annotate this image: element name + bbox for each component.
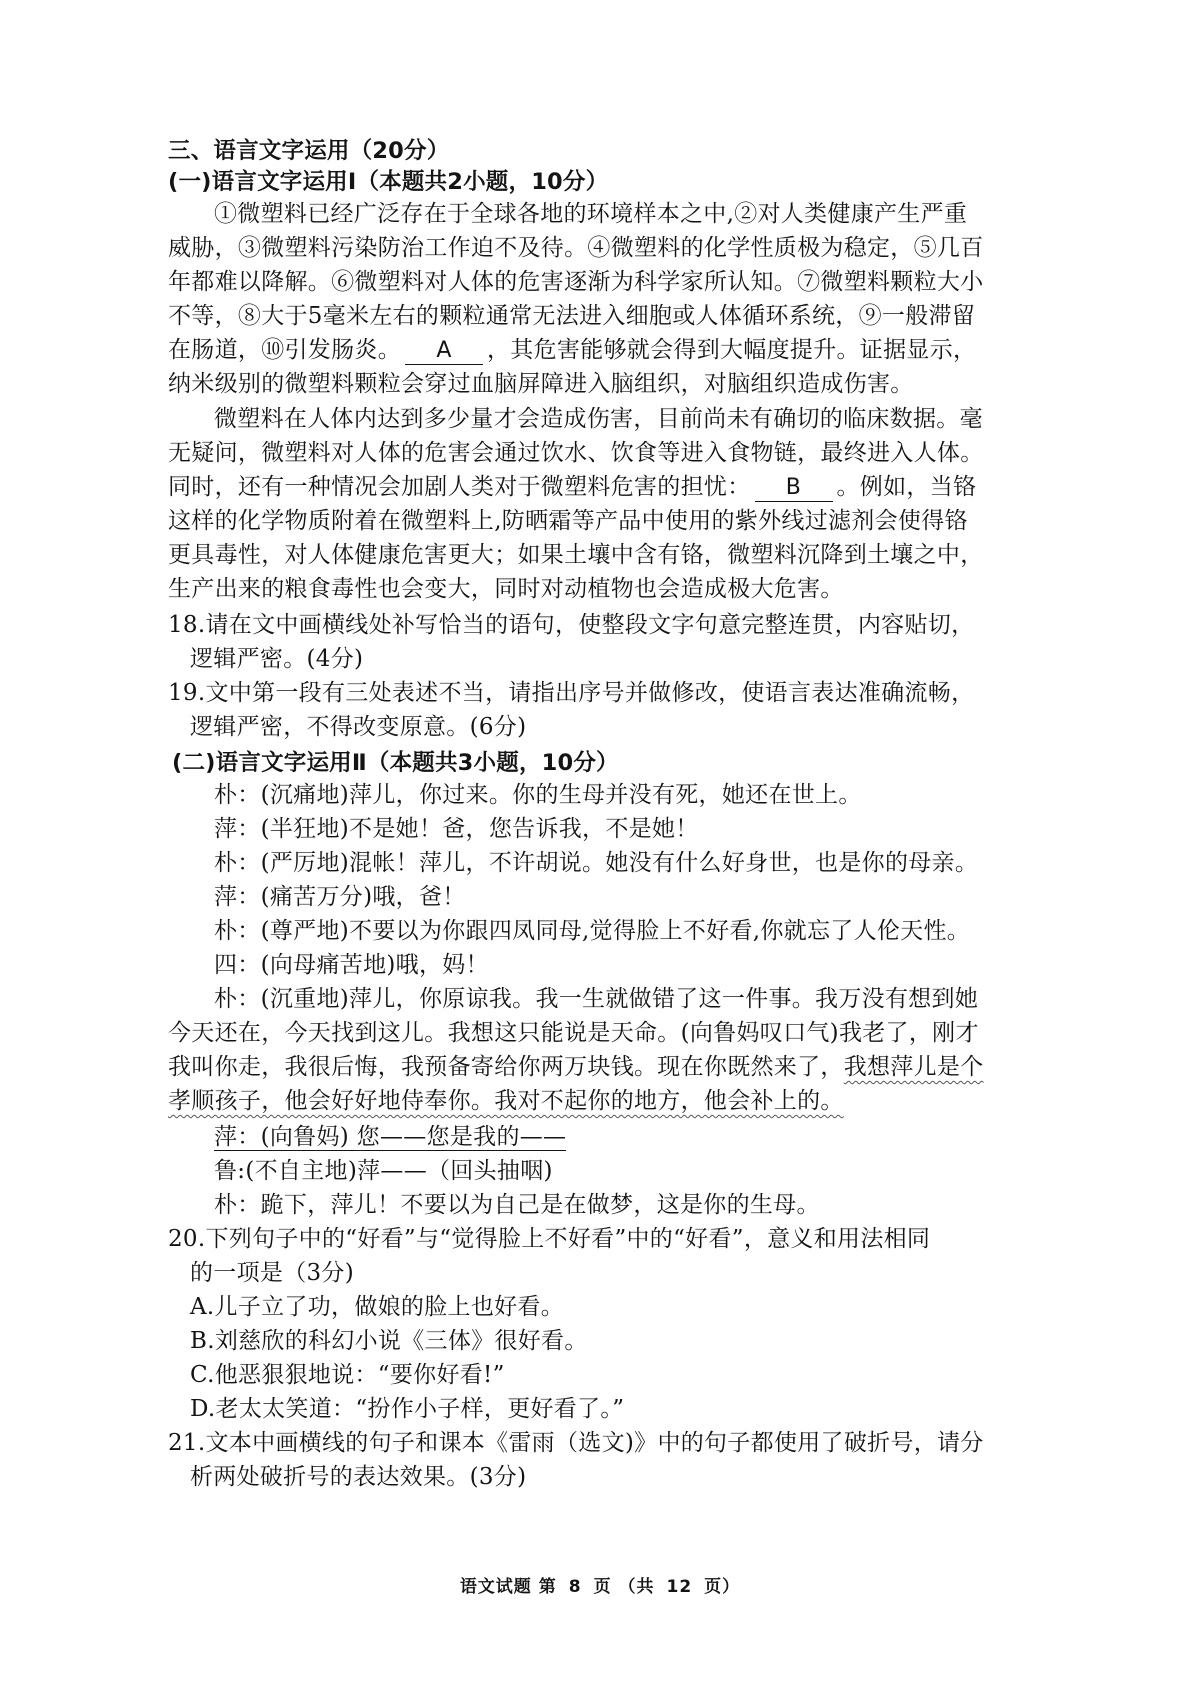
underlined-dash-sentence: 萍：(向鲁妈) 您——您是我的—— xyxy=(214,1124,567,1150)
dialogue-line-underlined xyxy=(214,1120,566,1154)
passage1-line: 年都难以降解。⑥微塑料对人体的危害逐渐为科学家所认知。⑦微塑料颗粒大小 xyxy=(168,269,984,295)
question-18-cont: 逻辑严密。(4分) xyxy=(190,646,364,672)
passage1-line-with-blank-a xyxy=(168,333,976,367)
question-19: 19.文中第一段有三处表述不当，请指出序号并做修改，使语言表达准确流畅， xyxy=(168,680,975,706)
dialogue-line-wavy xyxy=(168,1084,844,1118)
question-21: 21.文本中画横线的句子和课本《雷雨（选文)》中的句子都使用了破折号，请分 xyxy=(168,1430,984,1456)
wavy-underlined-text: 孝顺孩子，他会好好地侍奉你。我对不起你的地方，他会补上的。 xyxy=(168,1088,844,1114)
footer-of-label: 页 （共 xyxy=(593,1577,655,1597)
footer-total-pages: 12 xyxy=(666,1577,693,1597)
dialogue-line: 萍：(半狂地)不是她！爸，您告诉我，不是她！ xyxy=(214,816,699,842)
passage1-text: 在肠道，⑩引发肠炎。 xyxy=(168,337,401,363)
dialogue-line: 今天还在，今天找到这儿。我想这只能说是天命。(向鲁妈叹口气)我老了，刚才 xyxy=(168,1020,979,1046)
passage2-line: 这样的化学物质附着在微塑料上,防晒霜等产品中使用的紫外线过滤剂会使得铬 xyxy=(168,508,968,534)
dialogue-line: 萍：(痛苦万分)哦，爸！ xyxy=(214,884,466,910)
dialogue-line: 朴：(沉重地)萍儿，你原谅我。我一生就做错了这一件事。我万没有想到她 xyxy=(214,986,979,1012)
dialogue-line: 朴：(沉痛地)萍儿，你过来。你的生母并没有死，她还在世上。 xyxy=(214,782,862,808)
footer-page-number: 8 xyxy=(568,1577,582,1597)
dialogue-line: 四：(向母痛苦地)哦，妈！ xyxy=(214,952,489,978)
passage1-line: ①微塑料已经广泛存在于全球各地的环境样本之中,②对人类健康产生严重 xyxy=(214,201,968,227)
option-b: B.刘慈欣的科幻小说《三体》很好看。 xyxy=(190,1328,588,1354)
passage2-text: 。例如，当铬 xyxy=(836,474,977,500)
dialogue-line: 朴：(严厉地)混帐！萍儿，不许胡说。她没有什么好身世，也是你的母亲。 xyxy=(214,850,979,876)
footer-end-label: 页） xyxy=(704,1577,741,1597)
dialogue-text: 我叫你走，我很后悔，我预备寄给你两万块钱。现在你既然来了， xyxy=(168,1054,844,1080)
part1-title: (一)语言文字运用Ⅰ（本题共2小题，10分） xyxy=(168,169,609,195)
blank-b: B xyxy=(755,475,833,502)
passage1-line: 威胁，③微塑料污染防治工作迫不及待。④微塑料的化学性质极为稳定，⑤几百 xyxy=(168,235,984,261)
passage1-text: ，其危害能够就会得到大幅度提升。证据显示， xyxy=(487,337,977,363)
passage2-line: 更具毒性，对人体健康危害更大；如果土壤中含有铬，微塑料沉降到土壤之中， xyxy=(168,542,984,568)
dialogue-line: 鲁:(不自主地)萍——（回头抽咽) xyxy=(214,1158,553,1184)
question-20-cont: 的一项是（3分) xyxy=(190,1260,355,1286)
option-a: A.儿子立了功，做娘的脸上也好看。 xyxy=(190,1294,565,1320)
section-title: 三、语言文字运用（20分） xyxy=(168,138,450,164)
dialogue-line: 朴：(尊严地)不要以为你跟四凤同母,觉得脸上不好看,你就忘了人伦天性。 xyxy=(214,918,971,944)
part2-title: (二)语言文字运用Ⅱ（本题共3小题，10分） xyxy=(172,750,619,776)
passage2-line: 微塑料在人体内达到多少量才会造成伤害，目前尚未有确切的临床数据。毫 xyxy=(214,406,983,432)
passage1-line: 不等，⑧大于5毫米左右的颗粒通常无法进入细胞或人体循环系统，⑨一般滞留 xyxy=(168,303,976,329)
question-18: 18.请在文中画横线处补写恰当的语句，使整段文字句意完整连贯，内容贴切， xyxy=(168,612,975,638)
passage2-line-with-blank-b xyxy=(168,470,976,504)
question-20: 20.下列句子中的“好看”与“觉得脸上不好看”中的“好看”，意义和用法相同 xyxy=(168,1226,931,1252)
blank-a: A xyxy=(405,338,483,365)
passage2-line: 生产出来的粮食毒性也会变大，同时对动植物也会造成极大危害。 xyxy=(168,576,844,602)
dialogue-line-wavy xyxy=(168,1050,984,1084)
passage2-line: 无疑问，微塑料对人体的危害会通过饮水、饮食等进入食物链，最终进入人体。 xyxy=(168,440,984,466)
question-19-cont: 逻辑严密，不得改变原意。(6分) xyxy=(190,714,527,740)
dialogue-line: 朴：跪下，萍儿！不要以为自己是在做梦，这是你的生母。 xyxy=(214,1192,820,1218)
passage1-line: 纳米级别的微塑料颗粒会穿过血脑屏障进入脑组织，对脑组织造成伤害。 xyxy=(168,371,914,397)
option-d: D.老太太笑道：“扮作小子样，更好看了。” xyxy=(190,1396,625,1422)
option-c: C.他恶狠狠地说：“要你好看!” xyxy=(190,1362,505,1388)
question-21-cont: 析两处破折号的表达效果。(3分) xyxy=(190,1464,527,1490)
passage2-text: 同时，还有一种情况会加剧人类对于微塑料危害的担忧： xyxy=(168,474,751,500)
footer-label: 语文试题 第 xyxy=(459,1577,557,1597)
page-footer xyxy=(0,1572,1200,1597)
wavy-underlined-text: 我想萍儿是个 xyxy=(843,1054,984,1080)
